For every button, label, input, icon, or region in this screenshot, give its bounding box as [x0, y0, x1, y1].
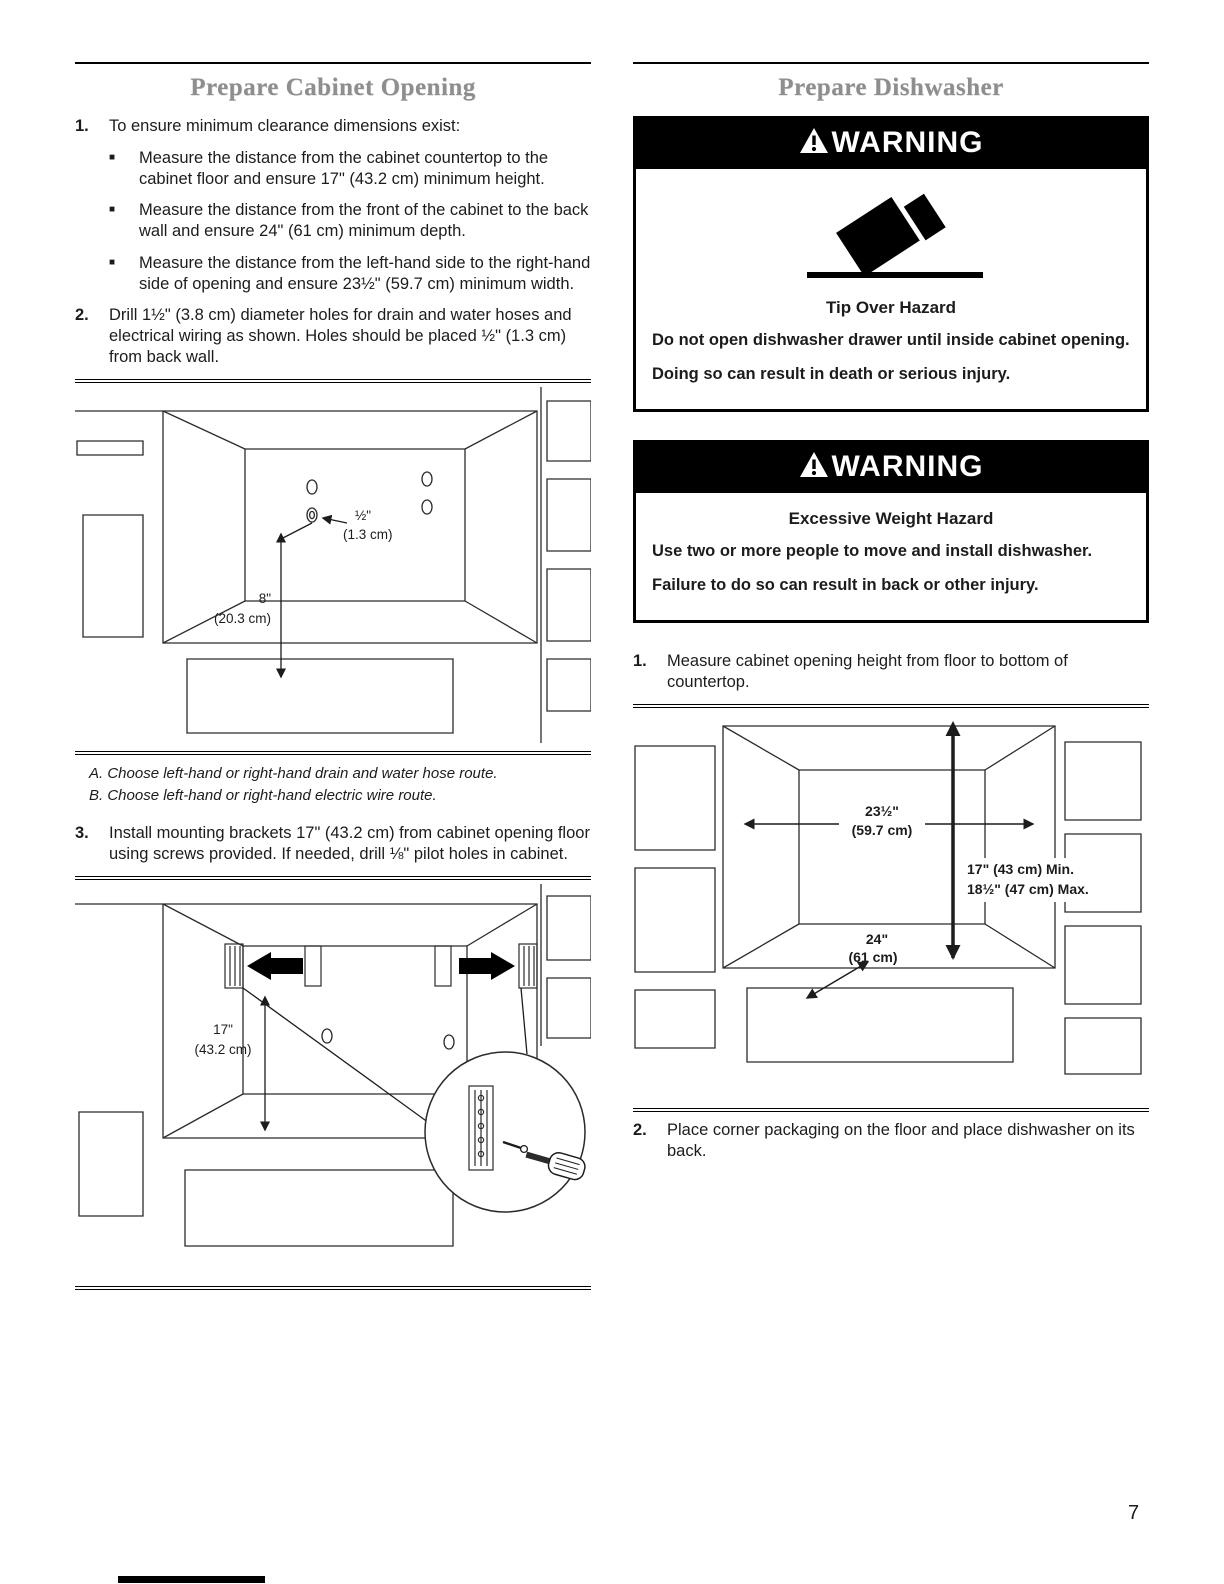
bullet-square-icon: ■	[109, 204, 116, 216]
tip-over-graphic	[652, 177, 1130, 290]
warning-header	[636, 443, 1146, 493]
warning-text-line: Failure to do so can result in back or other injury.	[652, 576, 1039, 595]
step-number: 2.	[75, 305, 89, 324]
caption-b: B. Choose left-hand or right-hand electric wire route.	[89, 786, 437, 804]
bullet-text: Measure the distance from the left-hand side to the right-hand side of opening and ensure 23½" (59.7 cm) minimum width.	[139, 253, 591, 293]
figure-drill-holes	[75, 379, 591, 755]
figure-captions	[89, 763, 591, 807]
tipping-dishwasher-icon	[771, 181, 1011, 285]
figure-mounting-brackets	[75, 876, 591, 1290]
warning-box-tip-over	[633, 116, 1149, 412]
left-step-3	[75, 823, 591, 865]
step-text: Measure cabinet opening height from floor to bottom of countertop.	[667, 651, 1068, 691]
warning-triangle-icon	[799, 451, 829, 478]
dim-depth-label: 24"	[865, 930, 889, 947]
bullet-square-icon: ■	[109, 152, 116, 164]
figure-opening-dimensions	[633, 704, 1149, 1112]
cabinet-dimensions-diagram	[633, 712, 1149, 1104]
step-text: Drill 1½" (3.8 cm) diameter holes for drain and water hoses and electrical wiring as shown. Holes should be placed ½" (1.3 cm) from back wall.	[109, 305, 572, 366]
hazard-title: Tip Over Hazard	[825, 298, 957, 317]
cabinet-opening-holes-diagram	[75, 387, 591, 747]
warning-text-line: Use two or more people to move and install dishwasher.	[652, 541, 1093, 560]
bullet-text: Measure the distance from the front of the cabinet to the back wall and ensure 24" (61 cm) minimum depth.	[139, 201, 589, 241]
bullet-item	[109, 148, 591, 190]
dim-17-inch-label: 17"	[213, 1021, 233, 1037]
bullet-item	[109, 200, 591, 242]
right-step-1	[633, 651, 1149, 693]
dim-max-height-label: 18½" (47 cm) Max.	[967, 880, 1089, 897]
step-text: To ensure minimum clearance dimensions exist:	[109, 117, 461, 135]
step-number: 1.	[633, 651, 647, 670]
dimension-arrows	[281, 518, 347, 677]
caption-a: A. Choose left-hand or right-hand drain and water hose route.	[89, 765, 498, 783]
warning-text-line: Do not open dishwasher drawer until inside cabinet opening.	[652, 331, 1130, 349]
bullet-text: Measure the distance from the cabinet countertop to the cabinet floor and ensure 17" (43.2 cm) minimum height.	[139, 149, 549, 189]
step-number: 1.	[75, 117, 89, 135]
dim-min-height-label: 17" (43 cm) Min.	[967, 860, 1075, 877]
warning-label: WARNING	[831, 126, 984, 159]
warning-triangle-icon	[799, 127, 829, 154]
warning-label: WARNING	[831, 449, 984, 483]
dim-8-inch-label: 8"	[258, 591, 271, 607]
dim-width-label: 23½"	[865, 802, 899, 819]
warning-text-line: Doing so can result in death or serious injury.	[652, 365, 1011, 384]
dim-17-inch-cm-label: (43.2 cm)	[194, 1041, 252, 1057]
dim-half-inch-cm-label: (1.3 cm)	[343, 527, 393, 543]
warning-body	[636, 169, 1146, 409]
right-column	[633, 62, 1149, 1173]
section-title-prepare-cabinet-opening: Prepare Cabinet Opening	[190, 74, 476, 101]
dim-width-cm-label: (59.7 cm)	[851, 821, 913, 838]
section-title-prepare-dishwasher: Prepare Dishwasher	[778, 74, 1004, 101]
page-edge-mark	[118, 1576, 265, 1583]
warning-header	[636, 119, 1146, 169]
left-column	[75, 62, 591, 1298]
right-step-2	[633, 1120, 1149, 1162]
clearance-bullet-list	[109, 148, 591, 295]
warning-body	[636, 493, 1146, 620]
dim-depth-cm-label: (61 cm)	[848, 948, 898, 965]
step-number: 2.	[633, 1120, 647, 1139]
magnifier-detail	[425, 1052, 587, 1212]
warning-box-excessive-weight	[633, 440, 1149, 623]
column-rule	[633, 62, 1149, 64]
step-text: Install mounting brackets 17" (43.2 cm) from cabinet opening floor using screws provided. If needed, drill ⅛" pilot holes in cabinet.	[109, 823, 590, 863]
bullet-item	[109, 253, 591, 295]
cabinet-linework	[75, 387, 591, 743]
dim-half-inch-label: ½"	[355, 508, 372, 524]
slide-arrow-left-icon	[247, 952, 303, 980]
hazard-title: Excessive Weight Hazard	[788, 508, 994, 528]
bullet-square-icon: ■	[109, 256, 116, 268]
step-number: 3.	[75, 823, 89, 842]
dim-8-inch-cm-label: (20.3 cm)	[213, 611, 271, 627]
step-text: Place corner packaging on the floor and place dishwasher on its back.	[667, 1120, 1135, 1161]
hose-holes	[322, 1029, 454, 1049]
left-step-2	[75, 305, 591, 368]
left-step-1	[75, 116, 591, 137]
page-number: 7	[1128, 1502, 1140, 1524]
mounting-brackets-diagram	[75, 884, 591, 1282]
column-rule	[75, 62, 591, 64]
